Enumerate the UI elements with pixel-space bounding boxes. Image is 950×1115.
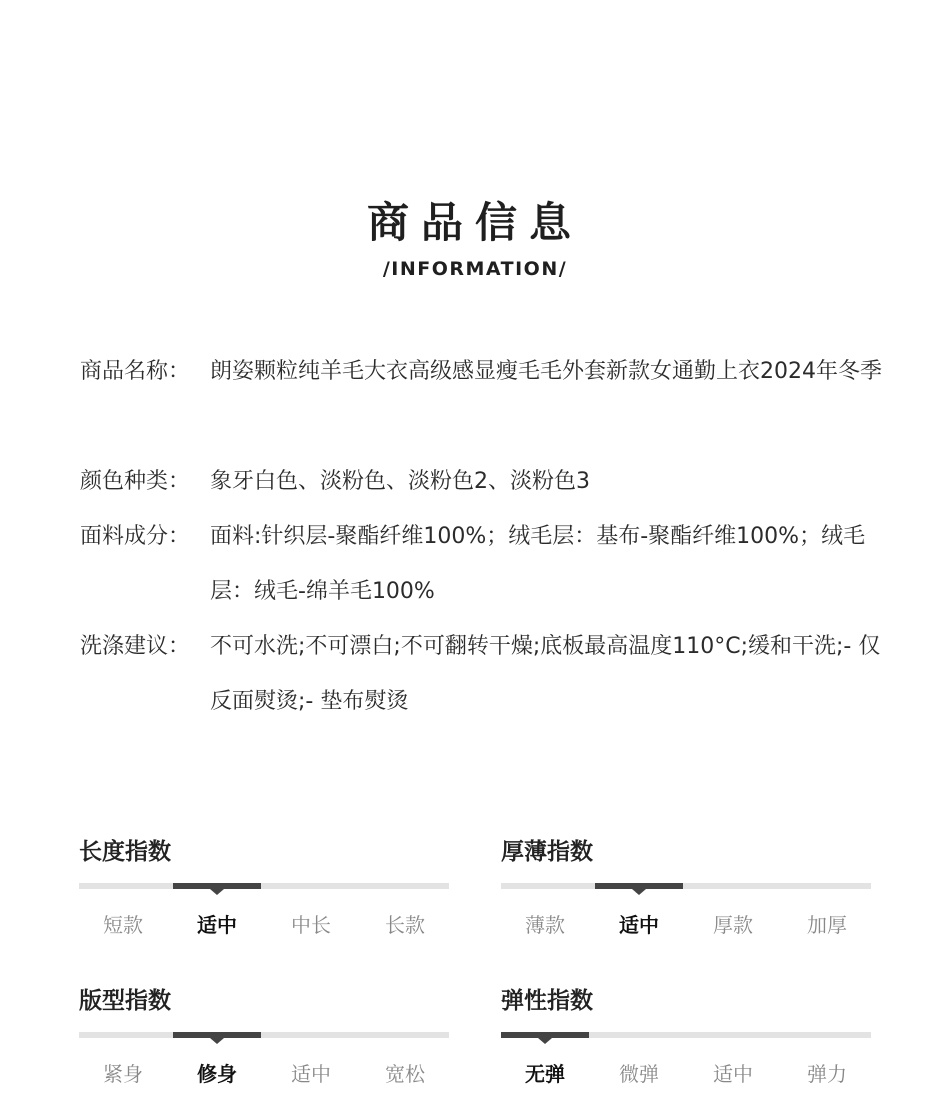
metric-option: 短款 bbox=[103, 913, 143, 937]
info-value: 不可水洗;不可漂白;不可翻转干燥;底板最高温度110°C;缓和干洗;- 仅反面熨烫;- 垫布熨烫 bbox=[210, 634, 881, 714]
metric-option: 紧身 bbox=[103, 1062, 143, 1086]
metric-option: 厚款 bbox=[713, 913, 753, 937]
metric-title: 长度指数 bbox=[79, 839, 171, 865]
metric-option: 宽松 bbox=[385, 1062, 425, 1086]
metric-indicator bbox=[501, 1032, 589, 1038]
metric-option: 适中 bbox=[619, 913, 659, 937]
metric-track bbox=[79, 1032, 449, 1038]
metric-indicator bbox=[173, 1032, 261, 1038]
metric-title: 厚薄指数 bbox=[501, 839, 593, 865]
metric-option: 适中 bbox=[291, 1062, 331, 1086]
metric-option: 中长 bbox=[291, 913, 331, 937]
metric-option: 适中 bbox=[197, 913, 237, 937]
metric-option: 加厚 bbox=[807, 913, 847, 937]
page-subtitle: /INFORMATION/ bbox=[382, 258, 568, 280]
info-label: 面料成分： bbox=[80, 524, 191, 549]
metric-option: 弹力 bbox=[807, 1062, 847, 1086]
info-label: 洗涤建议： bbox=[80, 634, 191, 659]
metric-option: 微弹 bbox=[619, 1062, 659, 1086]
metric-option: 适中 bbox=[713, 1062, 753, 1086]
metric-title: 版型指数 bbox=[79, 988, 171, 1014]
metric-title: 弹性指数 bbox=[501, 988, 593, 1014]
metric-option: 修身 bbox=[197, 1062, 237, 1086]
metric-option: 长款 bbox=[385, 913, 425, 937]
info-label: 颜色种类： bbox=[80, 469, 191, 494]
info-value: 象牙白色、淡粉色、淡粉色2、淡粉色3 bbox=[210, 469, 590, 494]
metric-indicator bbox=[173, 883, 261, 889]
metric-option: 无弹 bbox=[525, 1062, 565, 1086]
metric-indicator bbox=[595, 883, 683, 889]
info-label: 商品名称： bbox=[80, 359, 191, 384]
metric-track bbox=[501, 883, 871, 889]
info-value: 面料:针织层-聚酯纤维100%；绒毛层：基布-聚酯纤维100%；绒毛层：绒毛-绵羊毛100% bbox=[210, 524, 866, 604]
metric-track bbox=[501, 1032, 871, 1038]
page-title: 商品信息 bbox=[366, 198, 583, 247]
metric-option: 薄款 bbox=[525, 913, 565, 937]
info-value: 朗姿颗粒纯羊毛大衣高级感显瘦毛毛外套新款女通勤上衣2024年冬季 bbox=[210, 359, 882, 384]
metric-track bbox=[79, 883, 449, 889]
